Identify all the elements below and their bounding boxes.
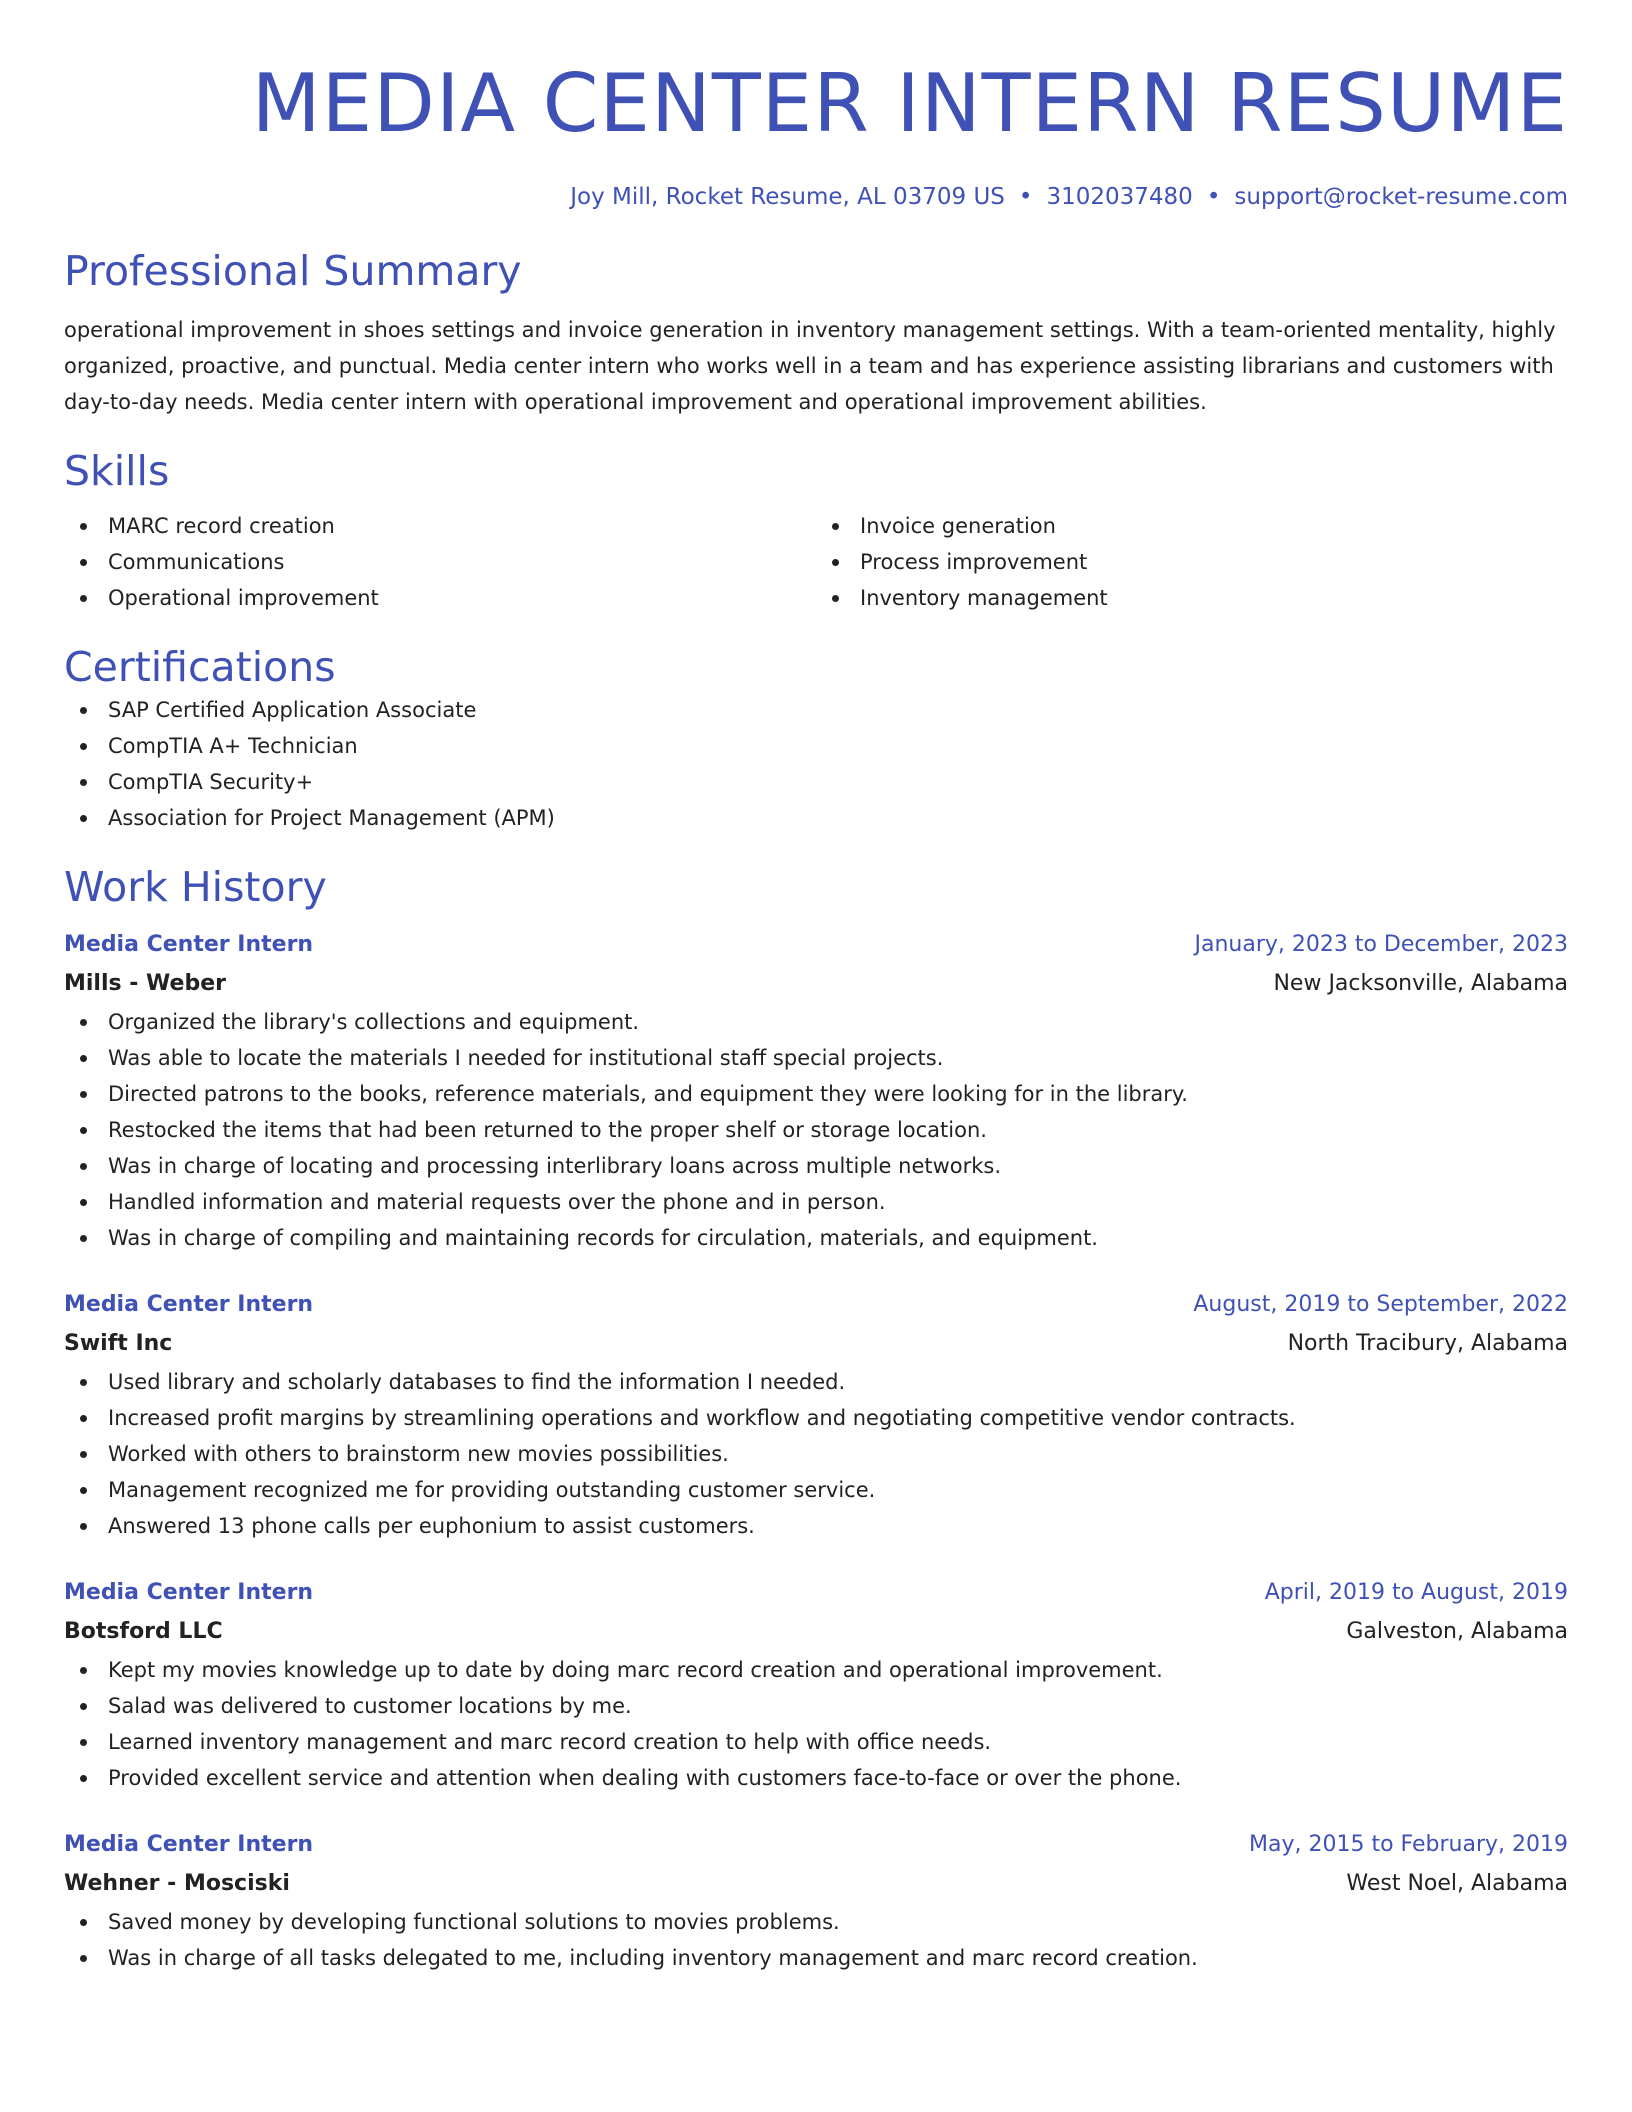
job-bullet-text: Was in charge of compiling and maintaining records for circulation, materials, and equipment. [108,1226,1098,1250]
skills-list-left [64,508,816,616]
job-location: North Tracibury, Alabama [1287,1331,1568,1356]
job-company-row [64,1324,1568,1364]
skills-column-right [816,508,1568,616]
job-bullet [64,1508,1568,1544]
bullet-icon [832,595,839,602]
bullet-icon [80,1955,87,1962]
skill-label: Operational improvement [108,586,379,610]
bullet-icon [80,1703,87,1710]
job-header-row [64,1286,1568,1324]
bullet-icon [80,1667,87,1674]
job-bullet-list [64,1364,1568,1544]
certification-item [64,728,1568,764]
job-title: Media Center Intern [64,1832,314,1857]
resume-title: MEDIA CENTER INTERN RESUME [251,57,1568,150]
contact-separator: • [1206,184,1221,210]
contact-phone: 3102037480 [1046,184,1193,210]
skill-item [816,544,1568,580]
job-bullet-text: Kept my movies knowledge up to date by doing marc record creation and operational improvement. [108,1658,1163,1682]
job-bullet [64,1400,1568,1436]
job-bullet-text: Directed patrons to the books, reference materials, and equipment they were looking for in the library. [108,1082,1188,1106]
job-entry [64,1574,1568,1796]
job-company: Wehner - Mosciski [64,1871,290,1896]
summary-text: operational improvement in shoes settings and invoice generation in inventory management settings. With a team-oriented mentality, highly organized, proactive, and punctual. Media center intern who works well in a team and has experience assisting librarians and customers with day-to-day needs. Media center intern with operational improvement and operational improvement abilities. [64,318,1556,414]
work-history-section [64,862,1568,1976]
bullet-icon [80,1919,87,1926]
job-bullet-list [64,1004,1568,1256]
job-bullet-text: Handled information and material requests over the phone and in person. [108,1190,886,1214]
job-title: Media Center Intern [64,1580,314,1605]
certification-item [64,800,1568,836]
skills-column-left [64,508,816,616]
bullet-icon [80,523,87,530]
job-title: Media Center Intern [64,1292,314,1317]
bullet-icon [80,1415,87,1422]
skills-list-right [816,508,1568,616]
job-company-row [64,1864,1568,1904]
job-bullet-text: Organized the library's collections and equipment. [108,1010,640,1034]
skills-grid [64,508,1568,616]
job-entry [64,1826,1568,1976]
skill-label: Inventory management [860,586,1108,610]
job-dates: January, 2023 to December, 2023 [1194,932,1568,957]
bullet-icon [832,559,839,566]
job-company: Mills - Weber [64,971,226,996]
job-bullet-text: Salad was delivered to customer locations by me. [108,1694,632,1718]
contact-email: support@rocket-resume.com [1234,184,1568,210]
job-company-row [64,964,1568,1004]
job-company-row [64,1612,1568,1652]
job-location: New Jacksonville, Alabama [1273,971,1568,996]
job-bullet [64,1184,1568,1220]
bullet-icon [80,779,87,786]
bullet-icon [832,523,839,530]
skill-item [64,580,816,616]
skill-label: Invoice generation [860,514,1056,538]
contact-separator: • [1018,184,1033,210]
job-bullet [64,1688,1568,1724]
job-bullet [64,1004,1568,1040]
bullet-icon [80,559,87,566]
bullet-icon [80,743,87,750]
job-bullet-text: Restocked the items that had been returned to the proper shelf or storage location. [108,1118,987,1142]
job-bullet-text: Saved money by developing functional solutions to movies problems. [108,1910,840,1934]
job-bullet-text: Was in charge of locating and processing interlibrary loans across multiple networks. [108,1154,1002,1178]
bullet-icon [80,1019,87,1026]
job-header-row [64,1574,1568,1612]
contact-line [64,182,1568,212]
bullet-icon [80,595,87,602]
work-history-heading: Work History [64,863,327,911]
summary-heading: Professional Summary [64,247,522,295]
job-bullet [64,1652,1568,1688]
certification-item [64,764,1568,800]
bullet-icon [80,1523,87,1530]
job-bullet-text: Was in charge of all tasks delegated to me, including inventory management and marc record creation. [108,1946,1198,1970]
job-location: Galveston, Alabama [1346,1619,1568,1644]
bullet-icon [80,1127,87,1134]
certifications-section [64,642,1568,836]
certification-label: SAP Certified Application Associate [108,698,477,722]
certifications-heading: Certifications [64,643,336,691]
skill-item [64,508,816,544]
job-bullet-text: Management recognized me for providing outstanding customer service. [108,1478,876,1502]
bullet-icon [80,1775,87,1782]
certification-item [64,692,1568,728]
job-bullet-text: Answered 13 phone calls per euphonium to assist customers. [108,1514,755,1538]
skills-section [64,446,1568,616]
bullet-icon [80,1091,87,1098]
skill-label: Communications [108,550,285,574]
job-bullet-text: Increased profit margins by streamlining operations and workflow and negotiating competitive vendor contracts. [108,1406,1296,1430]
certification-label: CompTIA Security+ [108,770,314,794]
bullet-icon [80,1199,87,1206]
job-bullet [64,1904,1568,1940]
job-bullet-text: Learned inventory management and marc record creation to help with office needs. [108,1730,992,1754]
bullet-icon [80,1487,87,1494]
professional-summary-section [64,246,1568,420]
bullet-icon [80,1055,87,1062]
job-bullet-list [64,1652,1568,1796]
job-bullet-text: Provided excellent service and attention when dealing with customers face-to-face or over the phone. [108,1766,1182,1790]
bullet-icon [80,815,87,822]
bullet-icon [80,1379,87,1386]
certification-label: CompTIA A+ Technician [108,734,358,758]
job-company: Botsford LLC [64,1619,223,1644]
job-company: Swift Inc [64,1331,173,1356]
job-bullet [64,1472,1568,1508]
job-bullet [64,1040,1568,1076]
job-entry [64,1286,1568,1544]
bullet-icon [80,1235,87,1242]
job-header-row [64,1826,1568,1864]
job-bullet [64,1112,1568,1148]
job-bullet [64,1220,1568,1256]
job-bullet [64,1724,1568,1760]
bullet-icon [80,707,87,714]
job-bullet-list [64,1904,1568,1976]
job-bullet [64,1364,1568,1400]
contact-address: Joy Mill, Rocket Resume, AL 03709 US [570,184,1005,210]
job-bullet [64,1760,1568,1796]
skill-item [816,580,1568,616]
job-bullet-text: Used library and scholarly databases to find the information I needed. [108,1370,846,1394]
job-bullet [64,1076,1568,1112]
job-bullet [64,1436,1568,1472]
job-dates: August, 2019 to September, 2022 [1193,1292,1568,1317]
bullet-icon [80,1739,87,1746]
bullet-icon [80,1163,87,1170]
bullet-icon [80,1451,87,1458]
skill-item [816,508,1568,544]
job-title: Media Center Intern [64,932,314,957]
job-dates: April, 2019 to August, 2019 [1264,1580,1568,1605]
certification-label: Association for Project Management (APM) [108,806,555,830]
job-header-row [64,926,1568,964]
certifications-list [64,692,1568,836]
skill-label: MARC record creation [108,514,335,538]
skill-item [64,544,816,580]
job-bullet-text: Worked with others to brainstorm new movies possibilities. [108,1442,729,1466]
job-bullet [64,1940,1568,1976]
job-bullet [64,1148,1568,1184]
skill-label: Process improvement [860,550,1088,574]
job-location: West Noel, Alabama [1346,1871,1568,1896]
job-bullet-text: Was able to locate the materials I needed for institutional staff special projects. [108,1046,944,1070]
job-entry [64,926,1568,1256]
skills-heading: Skills [64,447,170,495]
job-dates: May, 2015 to February, 2019 [1249,1832,1568,1857]
